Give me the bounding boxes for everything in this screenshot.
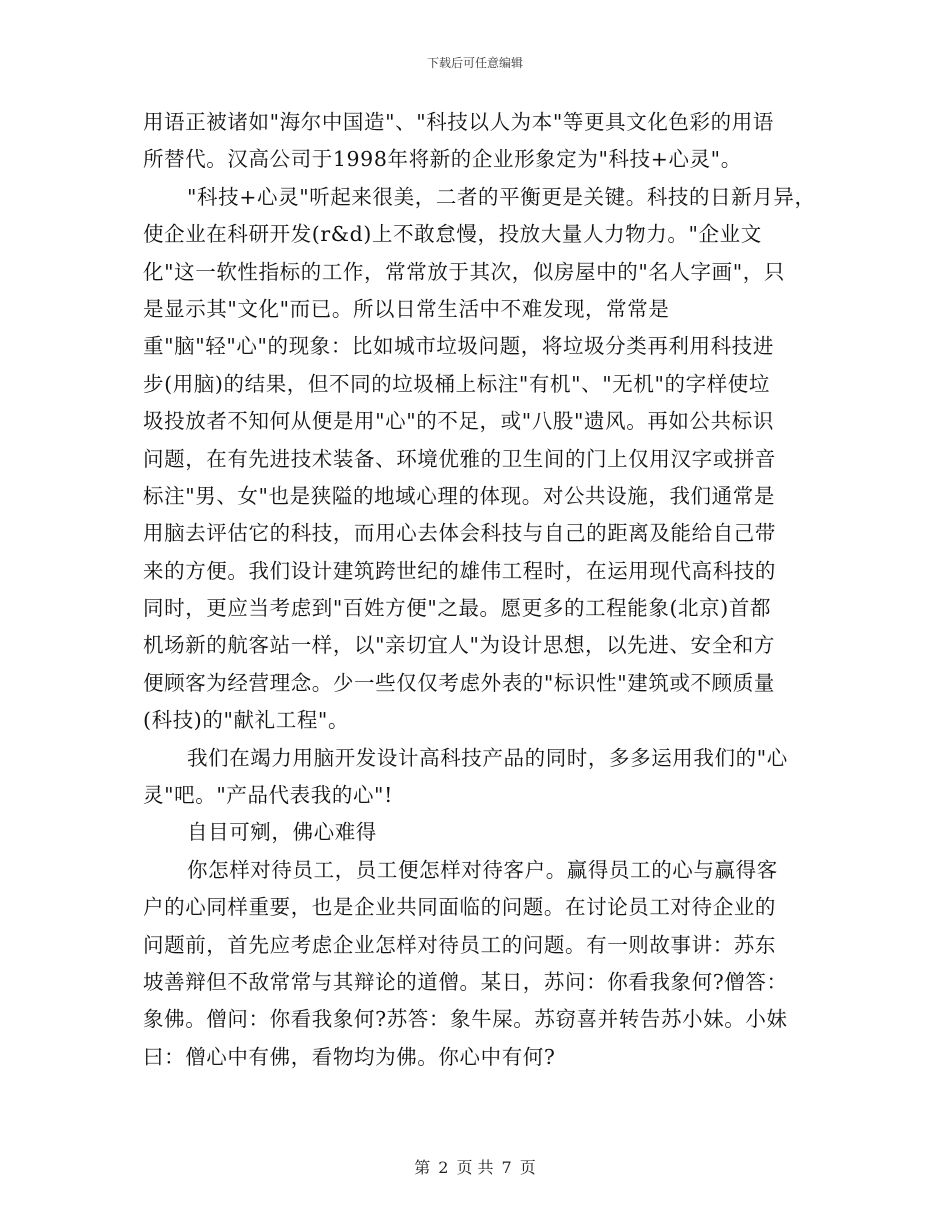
text-line: 重"脑"轻"心"的现象：比如城市垃圾问题，将垃圾分类再利用科技进 bbox=[143, 334, 774, 359]
text-line: 问题，在有先进技术装备、环境优雅的卫生间的门上仅用汉字或拼音 bbox=[143, 446, 776, 471]
text-line: 步(用脑)的结果，但不同的垃圾桶上标注"有机"、"无机"的字样使垃 bbox=[143, 371, 771, 396]
text-line: 圾投放者不知何从便是用"心"的不足，或"八股"遗风。再如公共标识 bbox=[143, 409, 774, 434]
text-line: 用脑去评估它的科技，而用心去体会科技与自己的距离及能给自己带 bbox=[143, 521, 776, 546]
text-line: "科技+心灵"听起来很美，二者的平衡更是关键。科技的日新月异， bbox=[187, 184, 816, 209]
text-line: 户的心同样重要，也是企业共同面临的问题。在讨论员工对待企业的 bbox=[143, 895, 776, 920]
text-line: 你怎样对待员工，员工便怎样对待客户。赢得员工的心与赢得客 bbox=[187, 857, 778, 882]
text-line: 象佛。僧问：你看我象何?苏答：象牛屎。苏窃喜并转告苏小妹。小妹 bbox=[143, 1007, 788, 1032]
text-line: 化"这一软性指标的工作，常常放于其次，似房屋中的"名人字画"，只 bbox=[143, 259, 785, 284]
document-body bbox=[143, 104, 823, 1076]
text-line: 坡善辩但不敌常常与其辩论的道僧。某日，苏问：你看我象何?僧答： bbox=[143, 969, 788, 994]
text-line: 问题前，首先应考虑企业怎样对待员工的问题。有一则故事讲：苏东 bbox=[143, 932, 776, 957]
text-line: 同时，更应当考虑到"百姓方便"之最。愿更多的工程能象(北京)首都 bbox=[143, 596, 772, 621]
text-line: 我们在竭力用脑开发设计高科技产品的同时，多多运用我们的"心 bbox=[187, 745, 788, 770]
text-line: (科技)的"献礼工程"。 bbox=[143, 708, 350, 733]
text-line: 灵"吧。"产品代表我的心"! bbox=[143, 783, 393, 808]
footer-prefix: 第 bbox=[414, 1158, 431, 1177]
text-line: 用语正被诸如"海尔中国造"、"科技以人为本"等更具文化色彩的用语 bbox=[143, 110, 774, 134]
footer-total-pages: 7 bbox=[501, 1158, 512, 1177]
text-line: 自目可剜，佛心难得 bbox=[187, 820, 377, 845]
page-footer bbox=[0, 1155, 950, 1178]
footer-middle: 页 共 bbox=[456, 1158, 494, 1177]
text-line: 便顾客为经营理念。少一些仅仅考虑外表的"标识性"建筑或不顾质量 bbox=[143, 670, 775, 695]
page-header: 下载后可任意编辑 bbox=[426, 56, 523, 70]
text-line: 标注"男、女"也是狭隘的地域心理的体现。对公共设施，我们通常是 bbox=[143, 483, 775, 508]
footer-suffix: 页 bbox=[519, 1158, 536, 1177]
text-line: 来的方便。我们设计建筑跨世纪的雄伟工程时，在运用现代高科技的 bbox=[143, 558, 776, 583]
text-line: 机场新的航客站一样，以"亲切宜人"为设计思想，以先进、安全和方 bbox=[143, 633, 775, 658]
text-line: 所替代。汉高公司于1998年将新的企业形象定为"科技+心灵"。 bbox=[143, 147, 742, 172]
text-line: 使企业在科研开发(r&d)上不敢怠慢，投放大量人力物力。"企业文 bbox=[143, 222, 762, 247]
text-line: 曰：僧心中有佛，看物均为佛。你心中有何? bbox=[143, 1044, 556, 1069]
text-line: 是显示其"文化"而已。所以日常生活中不难发现，常常是 bbox=[143, 296, 670, 321]
footer-page-number: 2 bbox=[438, 1158, 449, 1177]
